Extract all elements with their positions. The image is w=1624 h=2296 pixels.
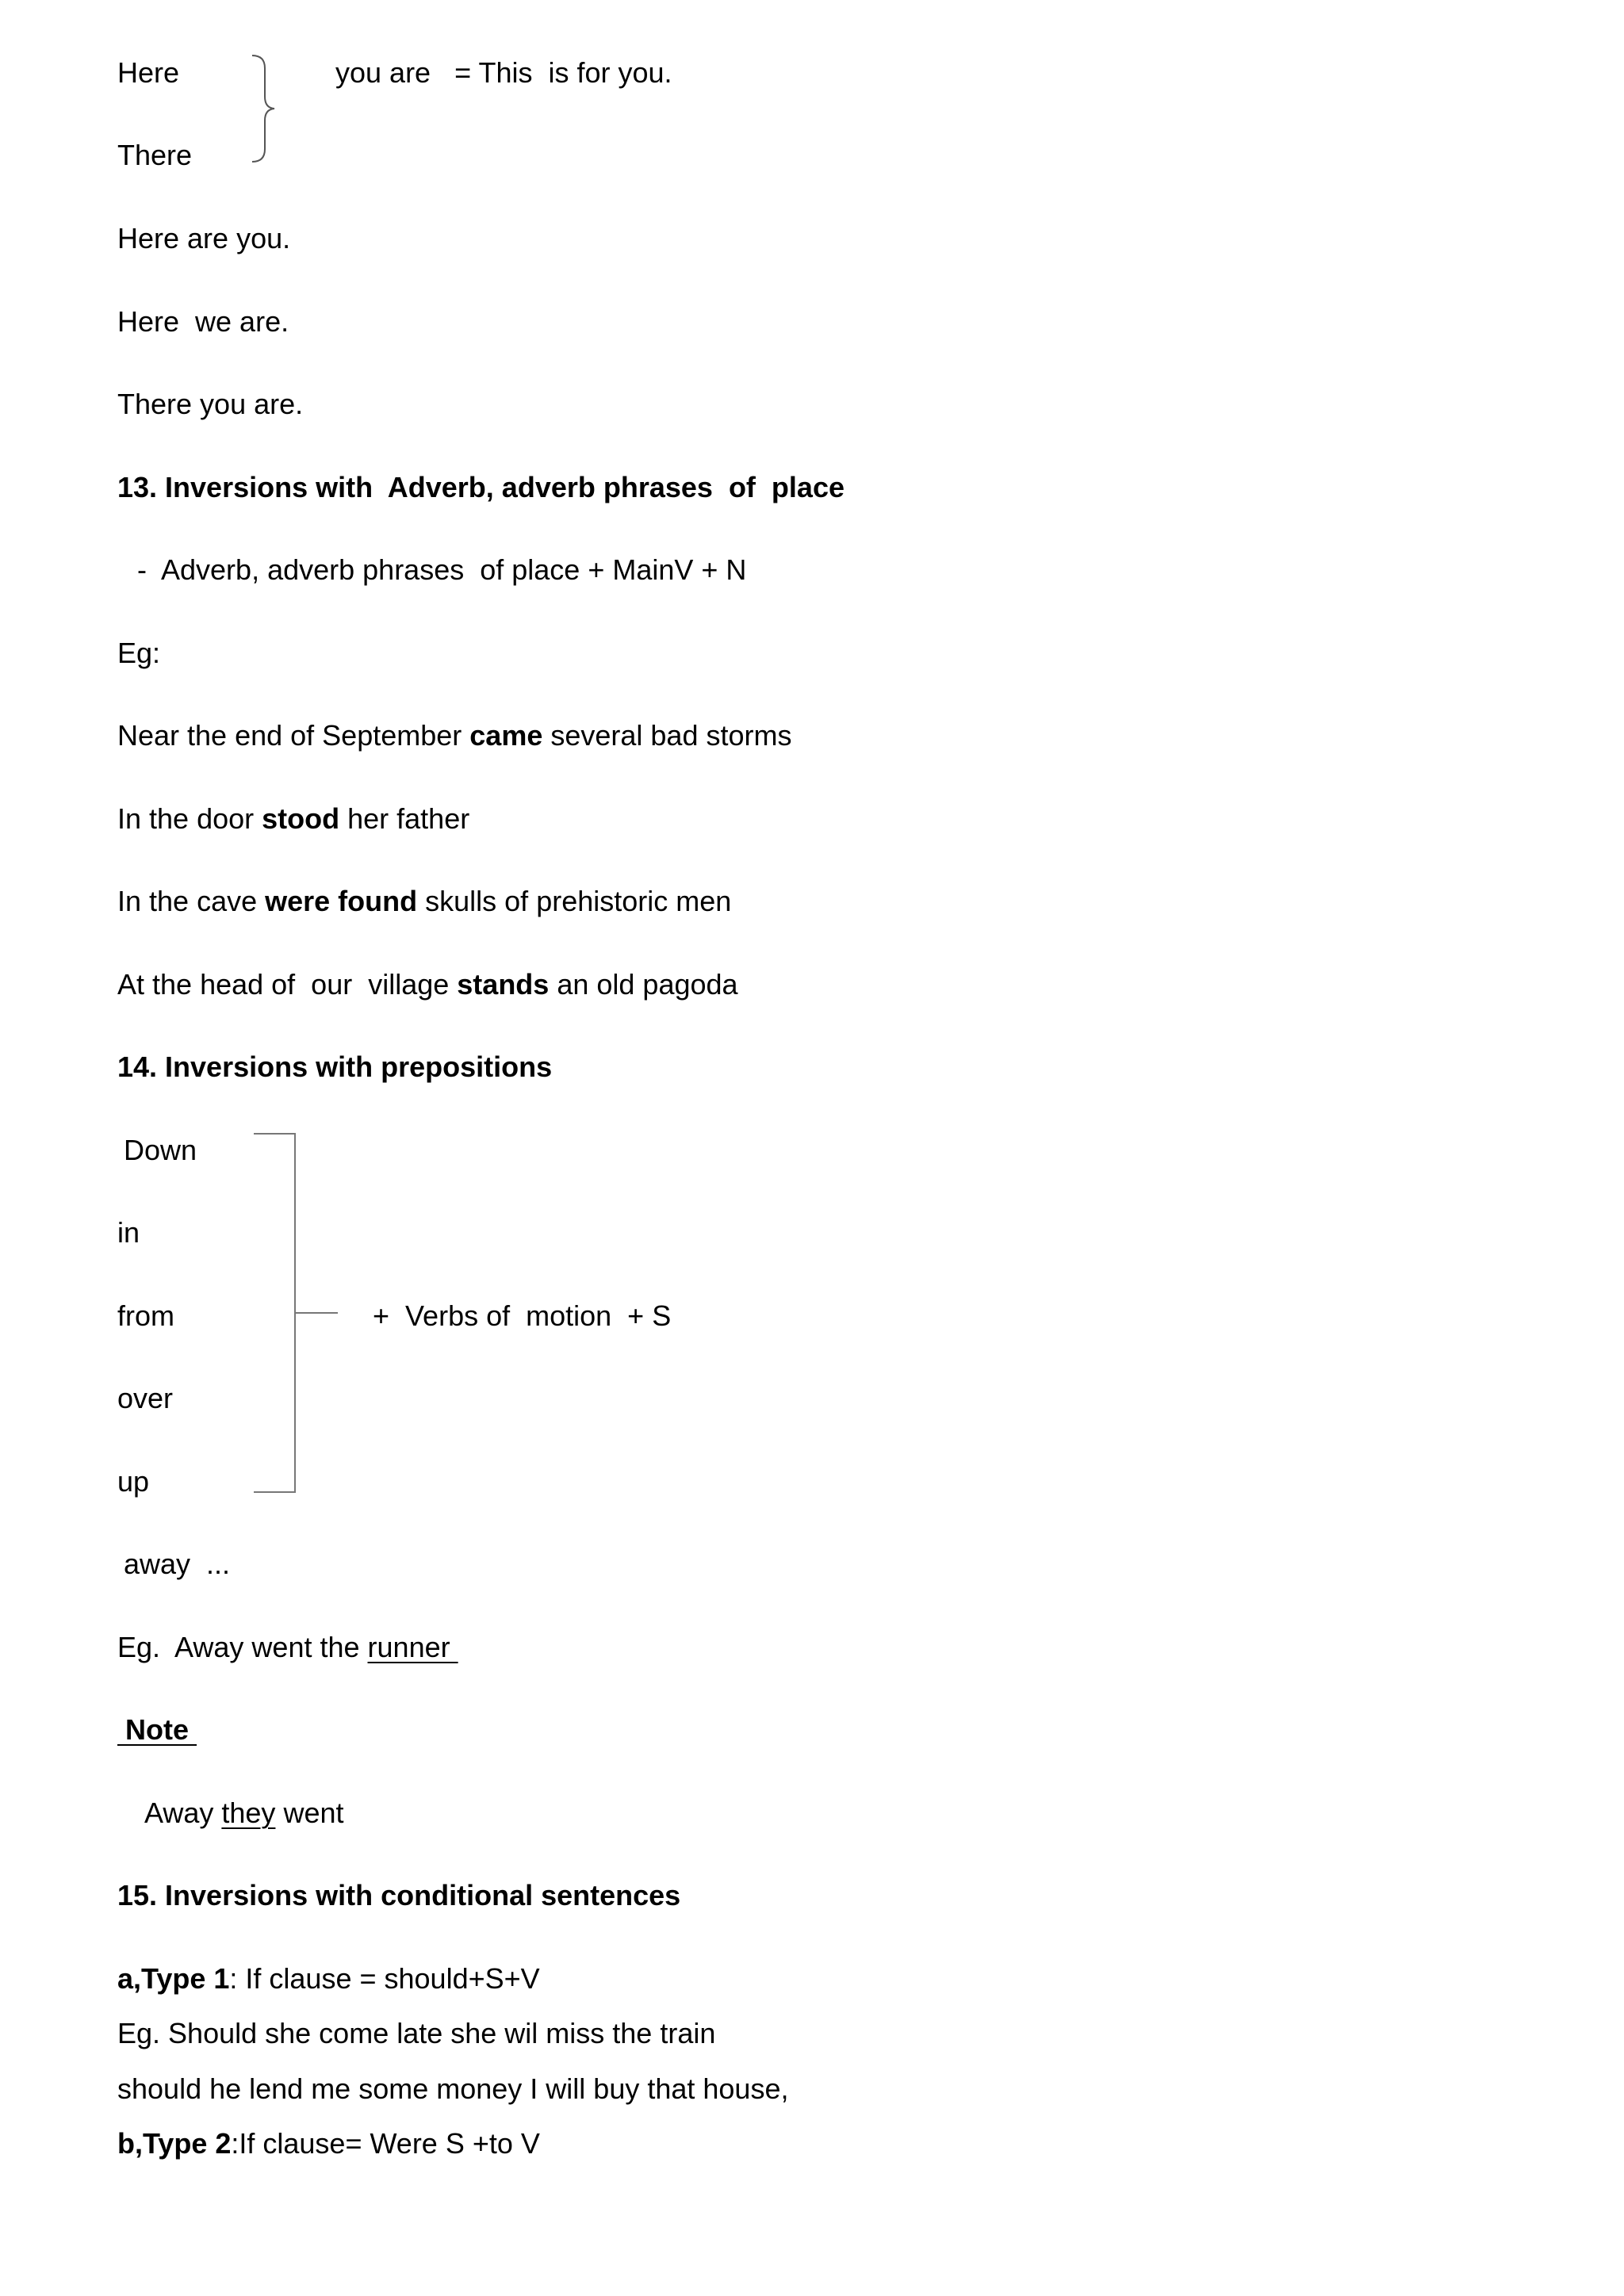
you-are-text: you are = This is for you. <box>335 56 672 89</box>
curly-brace-icon <box>249 52 281 165</box>
s13-example-1: Near the end of September came several bad storms <box>117 719 792 752</box>
preposition-from: from <box>117 1299 174 1332</box>
there-word: There <box>117 139 193 171</box>
intro-example-2: Here we are. <box>117 305 289 338</box>
intro-example-1: Here are you. <box>117 222 291 254</box>
section-14-heading: 14. Inversions with prepositions <box>117 1050 553 1083</box>
s14-example: Eg. Away went the runner <box>117 1631 458 1663</box>
s13-example-2: In the door stood her father <box>117 802 470 835</box>
type-1-rule: a,Type 1: If clause = should+S+V <box>117 1962 540 1995</box>
section-15-heading: 15. Inversions with conditional sentences <box>117 1879 681 1911</box>
preposition-up: up <box>117 1465 150 1498</box>
intro-example-3: There you are. <box>117 388 304 420</box>
here-word: Here <box>117 56 180 89</box>
preposition-away: away ... <box>124 1548 231 1580</box>
section-13-rule: - Adverb, adverb phrases of place + MainV + N <box>137 553 747 586</box>
eg-label: Eg: <box>117 637 161 669</box>
s13-example-3: In the cave were found skulls of prehistoric men <box>117 885 732 917</box>
type-1-example-2: should he lend me some money I will buy that house, <box>117 2072 789 2105</box>
note-heading: Note <box>117 1713 197 1746</box>
preposition-down: Down <box>124 1134 197 1166</box>
section-13-heading: 13. Inversions with Adverb, adverb phrases of place <box>117 471 845 503</box>
section-14-rule: + Verbs of motion + S <box>373 1299 672 1332</box>
note-example: Away they went <box>144 1797 344 1829</box>
square-bracket-icon <box>252 1132 339 1494</box>
type-2-rule: b,Type 2:If clause= Were S +to V <box>117 2127 540 2160</box>
type-1-example-1: Eg. Should she come late she wil miss the train <box>117 2017 716 2049</box>
preposition-in: in <box>117 1216 140 1249</box>
preposition-over: over <box>117 1382 174 1414</box>
s13-example-4: At the head of our village stands an old pagoda <box>117 968 738 1001</box>
